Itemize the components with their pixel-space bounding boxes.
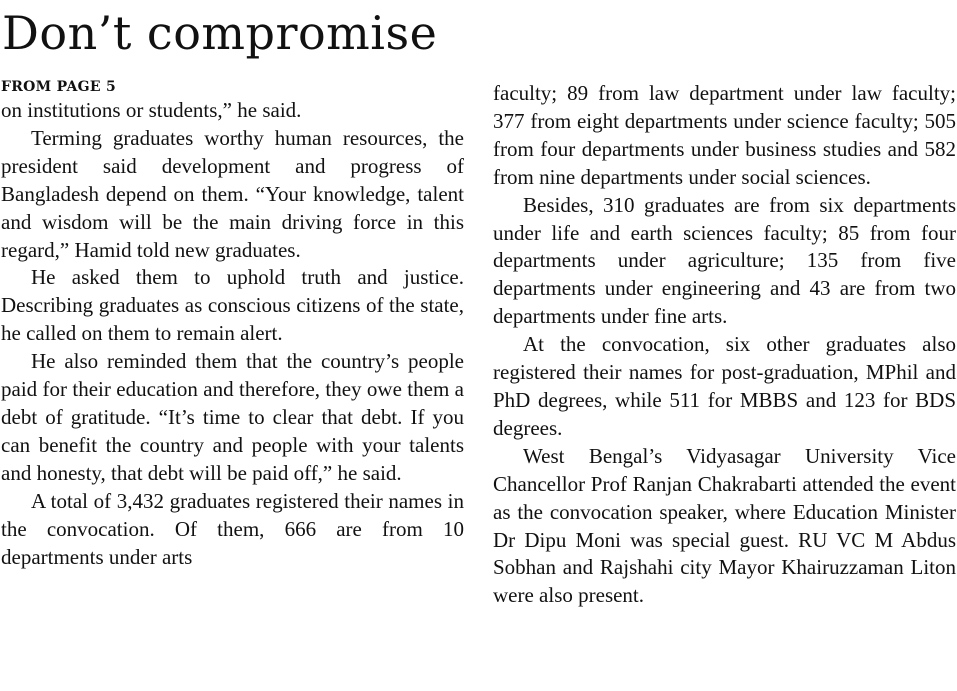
- article-column-right: [493, 80, 956, 610]
- paragraph-total-graduates: A total of 3,432 graduates registered their names in the convocation. Of them, 666 are from 10 departments under arts: [1, 488, 464, 569]
- paragraph-post-graduation: At the convocation, six other graduates also registered their names for post-graduation, MPhil and PhD degrees, while 511 for MBBS and 123 for BDS degrees.: [493, 332, 956, 440]
- paragraph-faculty-counts: faculty; 89 from law department under law faculty; 377 from eight departments under science faculty; 505 from four departments under business studies and 582 from nine departments under social sciences.: [493, 81, 956, 189]
- paragraph-continued: on institutions or students,” he said.: [1, 98, 302, 122]
- paragraph-truth-justice: He asked them to uphold truth and justice. Describing graduates as conscious citizens of the state, he called on them to remain alert.: [1, 265, 464, 346]
- paragraph-debt-gratitude: He also reminded them that the country’s people paid for their education and therefore, they owe them a debt of gratitude. “It’s time to clear that debt. If you can benefit the country and people with your talents and honesty, that debt will be paid off,” he said.: [1, 349, 464, 485]
- jump-line: FROM PAGE 5: [1, 79, 117, 95]
- paragraph-convocation-speaker: West Bengal’s Vidyasagar University Vice Chancellor Prof Ranjan Chakrabarti attended the event as the convocation speaker, where Education Minister Dr Dipu Moni was special guest. RU VC M Abdus Sobhan and Rajshahi city Mayor Khairuzzaman Liton were also present.: [493, 443, 956, 608]
- headline: Don’t compromise: [2, 6, 438, 60]
- paragraph-graduates-resources: Terming graduates worthy human resources, the president said development and progress of Bangladesh depend on them. “Your knowledge, talent and wisdom will be the main driving force in this regard,” Hamid told new graduates.: [1, 125, 464, 262]
- paragraph-besides: Besides, 310 graduates are from six departments under life and earth sciences faculty; 85 from four departments under agriculture; 135 from five departments under engineering and 43 are from two departments under fine arts.: [493, 192, 956, 329]
- article-column-left: [1, 78, 464, 571]
